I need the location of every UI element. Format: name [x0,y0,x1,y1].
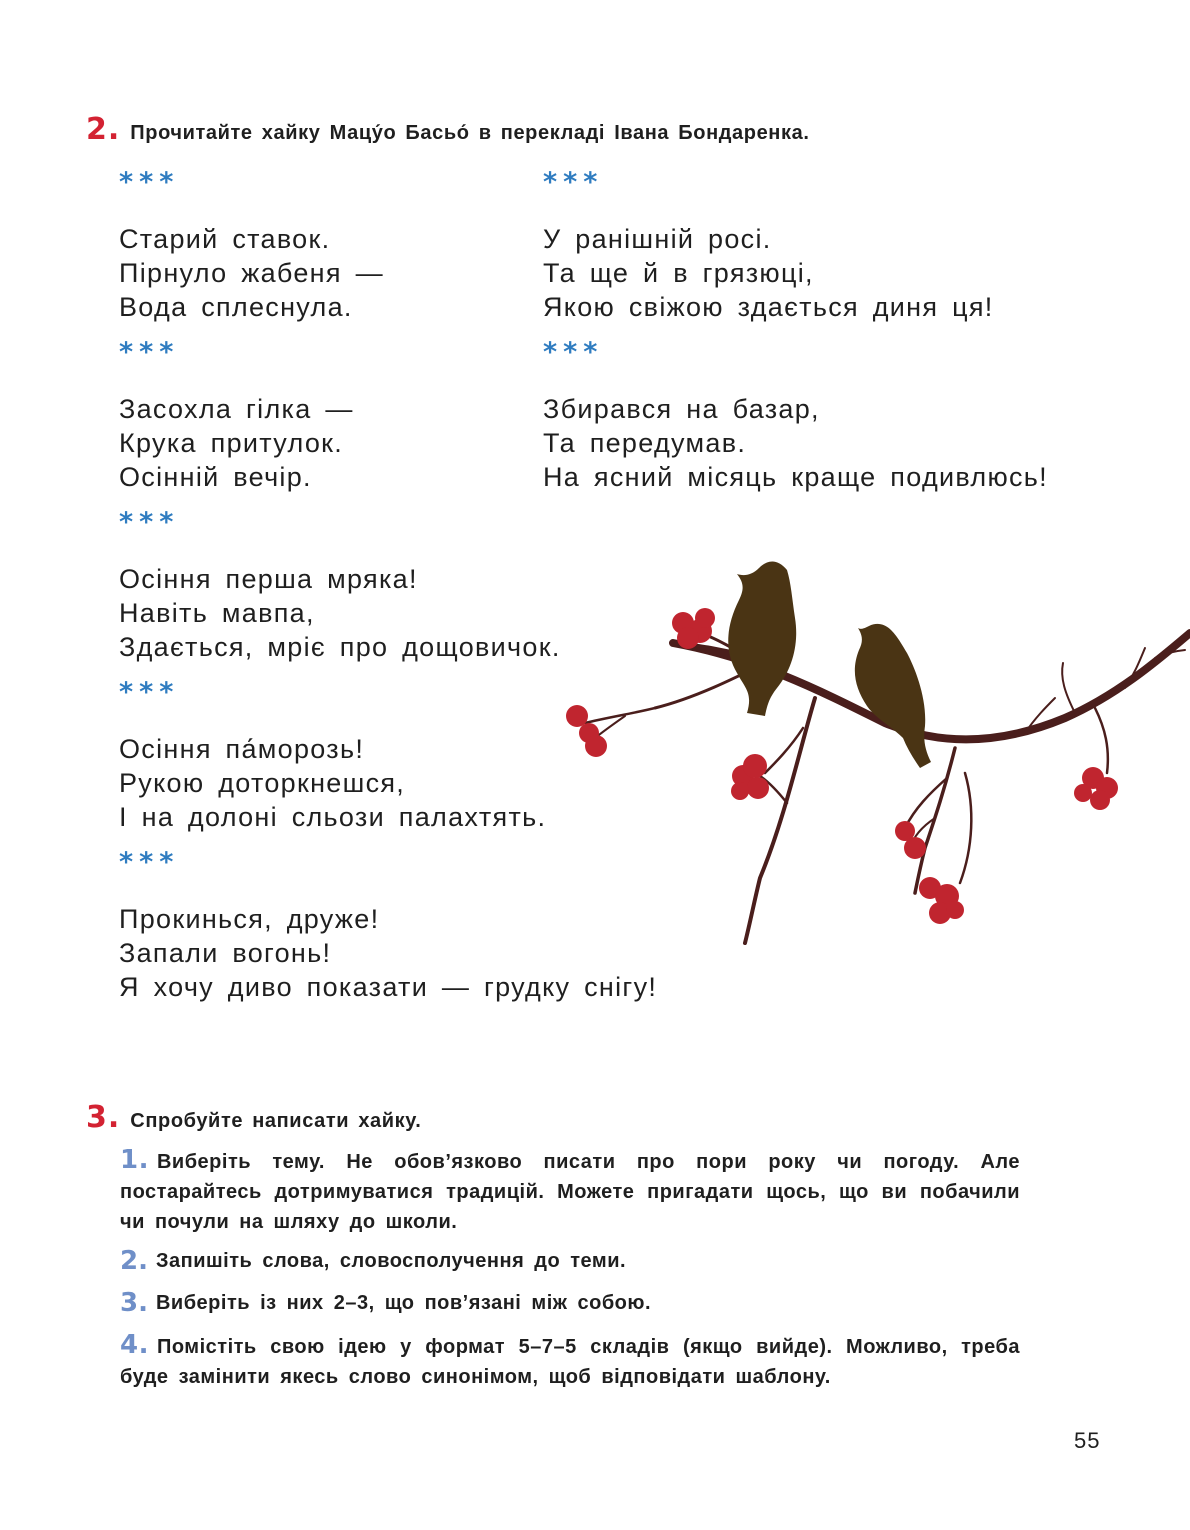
rowan-berries-icon [566,608,1118,924]
haiku-line: Збирався на базар, [543,394,820,424]
task-2-number: 2. [86,112,121,147]
haiku-line: Прокинься, друже! [119,904,380,934]
haiku-line: Здається, мріє про дощовичок. [119,632,561,662]
haiku-5 [119,508,561,664]
task-2-instruction: Прочитайте хайку Мацу́о Басьо́ в перекладі Івана Бондаренка. [130,122,810,144]
step-text: Виберіть тему. Не обов’язково писати про пори року чи погоду. Але постарайтесь дотримуватися традицій. Можете пригадати щось, що ви побачили чи почули на шляху до школи. [120,1151,1020,1233]
step-1 [120,1145,1020,1237]
step-4 [120,1330,1020,1392]
haiku-line: На ясний місяць краще подивлюсь! [543,462,1048,492]
asterisk-separator: *** [543,167,604,198]
haiku-4 [543,338,1048,494]
task-2-heading [86,112,809,147]
asterisk-separator: *** [119,167,180,198]
haiku-line: Осіння перша мряка! [119,564,418,594]
asterisk-separator: *** [119,677,180,708]
haiku-line: Осінній вечір. [119,462,312,492]
haiku-line: Крука притулок. [119,428,344,458]
step-number: 2. [120,1246,148,1276]
asterisk-separator: *** [119,847,180,878]
birds-on-rowan-branch-illustration [555,548,1190,953]
step-number: 4. [120,1330,149,1360]
haiku-line: Та передумав. [543,428,747,458]
haiku-line: Засохла гілка — [119,394,354,424]
haiku-3 [119,338,354,494]
haiku-line: Пірнуло жабеня — [119,258,384,288]
left-bird-icon [728,562,796,717]
step-3 [120,1288,1020,1318]
step-text: Помістіть свою ідею у формат 5–7–5 складів (якщо вийде). Можливо, треба буде замінити якесь слово синонімом, щоб відповідати шаблону. [120,1336,1020,1388]
step-number: 1. [120,1145,149,1175]
haiku-2 [543,168,994,324]
haiku-line: Та ще й в грязюці, [543,258,814,288]
haiku-line: У ранішній росі. [543,224,772,254]
bird-silhouettes-icon [728,562,931,769]
haiku-6 [119,678,546,834]
asterisk-separator: *** [119,507,180,538]
haiku-line: Якою свіжою здається диня ця! [543,292,994,322]
haiku-line: Рукою доторкнешся, [119,768,406,798]
haiku-line: Вода сплеснула. [119,292,353,322]
haiku-line: Навіть мавпа, [119,598,315,628]
haiku-line: Я хочу диво показати — грудку снігу! [119,972,658,1002]
step-text: Запишіть слова, словосполучення до теми. [155,1250,627,1272]
asterisk-separator: *** [543,337,604,368]
page-number: 55 [1074,1428,1101,1453]
task-3-heading [86,1100,421,1135]
step-2 [120,1246,1020,1276]
asterisk-separator: *** [119,337,180,368]
step-number: 3. [120,1288,148,1318]
task-3-instruction: Спробуйте написати хайку. [130,1110,422,1132]
haiku-line: Осіння па́морозь! [119,734,365,764]
haiku-1 [119,168,384,324]
haiku-line: І на долоні сльози палахтять. [119,802,547,832]
task-3-number: 3. [86,1100,121,1135]
haiku-line: Запали вогонь! [119,938,332,968]
haiku-line: Старий ставок. [119,224,331,254]
right-bird-icon [855,624,931,768]
step-text: Виберіть із них 2–3, що пов’язані між собою. [155,1292,652,1314]
